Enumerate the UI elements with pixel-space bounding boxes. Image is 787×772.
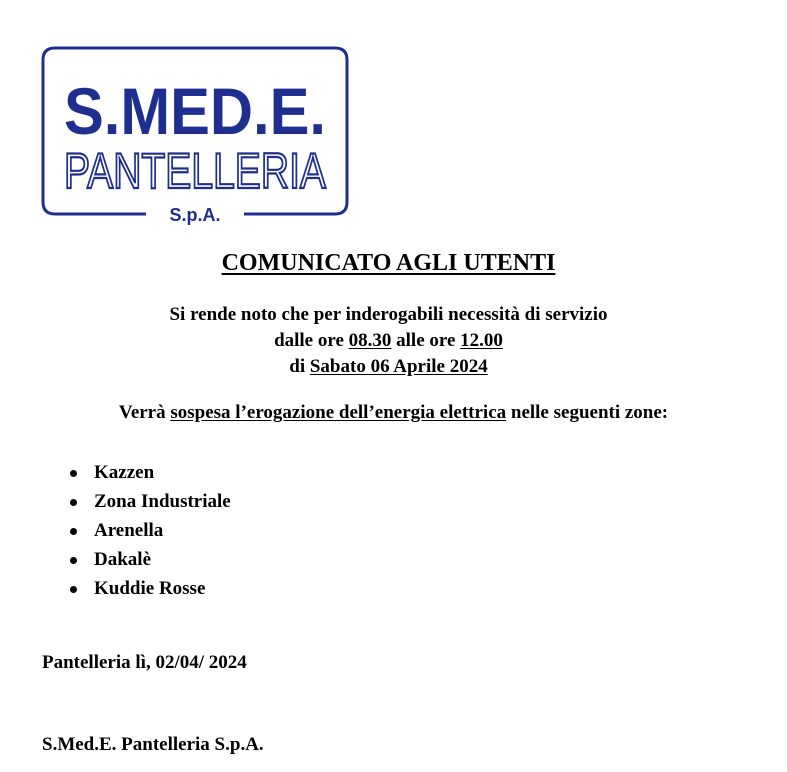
signature: S.Med.E. Pantelleria S.p.A. [42,734,264,755]
time-to: 12.00 [460,330,503,351]
notice-line-3: di Sabato 06 Aprile 2024 [289,356,488,377]
notice-title-text: COMUNICATO AGLI UTENTI [221,250,556,276]
zone-item: Dakalè [68,545,231,574]
logo-line-2: PANTELLERIA [64,143,327,199]
zone-item: Kuddie Rosse [68,574,231,603]
zone-list [68,458,231,603]
logo-line-3: S.p.A. [169,205,221,225]
zone-item: Zona Industriale [68,487,231,516]
logo-line-1: S.MED.E. [64,74,326,148]
notice-line-1: Si rende noto che per inderogabili necessità di servizio [169,304,608,325]
outage-date: Sabato 06 Aprile 2024 [309,356,488,377]
zone-item: Kazzen [68,458,231,487]
time-from: 08.30 [348,330,392,351]
notice-line-2: dalle ore 08.30 alle ore 12.00 [274,330,503,351]
notice-body [0,302,777,380]
notice-title [0,250,777,277]
zone-item: Arenella [68,516,231,545]
suspension-emphasis: sospesa l’erogazione dell’energia elettrica [170,402,507,423]
place-date: Pantelleria lì, 02/04/ 2024 [42,652,247,673]
suspension-statement: Verrà sospesa l’erogazione dell’energia elettrica nelle seguenti zone: [118,402,669,423]
company-logo [41,46,349,225]
